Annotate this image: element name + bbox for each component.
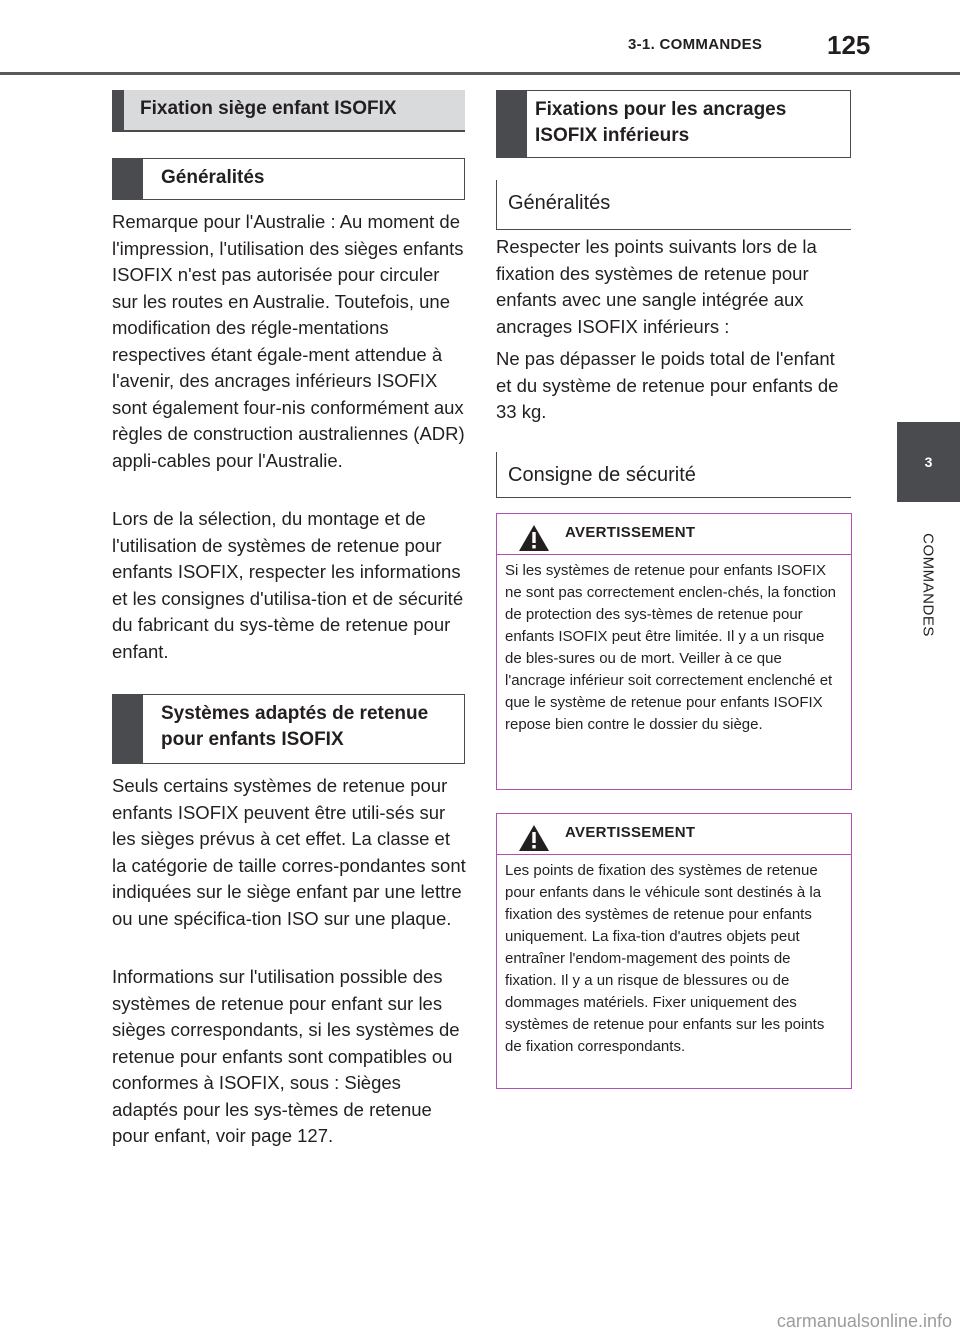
warning-header [497,814,851,855]
section-title: Fixations pour les ancrages ISOFIX inférieurs [535,99,787,146]
warning-text: Les points de fixation des systèmes de retenue pour enfants dans le véhicule sont destinés à la fixation des systèmes de retenue pour enfants uniquement. La fixa-tion d'autres objets peut entraîner l'endom-magement des points de fixation. Il y a un risque de blessures ou de dommages matériels. Fixer uniquement des systèmes de retenue pour enfants sur les points de fixation correspondants. [505,862,825,1055]
subsection-title: Systèmes adaptés de retenue pour enfants ISOFIX [161,703,429,750]
section-title: Fixation siège enfant ISOFIX [140,98,397,119]
chapter-tab-label [896,520,960,650]
paragraph-poids-total: Ne pas dépasser le poids total de l'enfant et du système de retenue pour enfants de 33 kg. [496,348,839,422]
subsection-vertical-rule [496,180,497,230]
warning-text: Si les systèmes de retenue pour enfants ISOFIX ne sont pas correctement enclen-chés, la fonction de protection des sys-tèmes de retenue pour enfants ISOFIX peut être limitée. Il y a un risque de bles-sures ou de mort. Veiller à ce que l'ancrage inférieur soit correctement enclenché et que le système de retenue pour enfants ISOFIX repose bien contre le dossier du siège. [505,562,837,733]
subsection-header-generalites-right [496,180,851,230]
subsection-header-consigne [496,452,851,498]
section-underline [112,130,465,132]
subsection-bar [113,159,143,199]
paragraph-selection-montage: Lors de la sélection, du montage et de l'utilisation de systèmes de retenue pour enfants ISOFIX, respecter les informations et les consignes d'utilisa-tion et de sécurité du fabricant du sys-tème de retenue pour enfant. [112,508,464,662]
section-header-bar [497,91,527,157]
subsection-header-systemes-adaptes [112,694,465,764]
warning-box-points-fixation [496,813,852,1089]
running-header-chapter: 3-1. COMMANDES [628,36,763,53]
subsection-header-generalites [112,158,465,200]
warning-header [497,514,851,555]
warning-title: AVERTISSEMENT [565,524,696,541]
subsection-underline [496,229,851,230]
paragraph-seuls-certains: Seuls certains systèmes de retenue pour enfants ISOFIX peuvent être utili-sés sur les sièges prévus à cet effet. La classe et la catégorie de taille corres-pondantes sont indiquées sur le siège enfant par une lettre ou une spécifica-tion ISO sur une plaque. [112,775,466,929]
subsection-title: Généralités [161,167,265,188]
footer-watermark[interactable]: carmanualsonline.info [776,1311,952,1331]
chapter-tab-number: 3 [897,422,960,502]
page-number: 125 [827,30,871,60]
paragraph-australia-note: Remarque pour l'Australie : Au moment de l'impression, l'utilisation des sièges enfants ISOFIX n'est pas autorisée pour circuler sur les routes en Australie. Toutefois, une modification des régle-mentations respectives étant égale-ment attendue à l'avenir, des ancrages inférieurs ISOFIX sont également four-nis conformément aux règles de construction australiennes (ADR) appli-cables pour l'Australie. [112,211,465,471]
section-header-fixations-ancrages [496,90,851,158]
warning-triangle-icon [518,824,550,852]
subsection-underline [496,497,851,498]
subsection-vertical-rule [496,452,497,498]
paragraph-respecter-points: Respecter les points suivants lors de la fixation des systèmes de retenue pour enfants avec une sangle intégrée aux ancrages ISOFIX inférieurs : [496,236,817,337]
section-header-bar [112,90,124,130]
warning-title: AVERTISSEMENT [565,824,696,841]
chapter-tab-label-text: COMMANDES [919,533,937,637]
subsection-bar [113,695,143,763]
subsection-title: Généralités [508,192,611,214]
section-header-isofix [112,90,465,130]
warning-triangle-icon [518,524,550,552]
warning-box-enclenchement [496,513,852,790]
paragraph-informations: Informations sur l'utilisation possible des systèmes de retenue pour enfant sur les sièges correspondants, si les systèmes de retenue pour enfants sont compatibles ou conformes à ISOFIX, sous : Sièges adaptés pour les sys-tèmes de retenue pour enfant, voir page 127. [112,966,460,1146]
subsection-title: Consigne de sécurité [508,464,696,486]
header-rule [0,72,960,75]
